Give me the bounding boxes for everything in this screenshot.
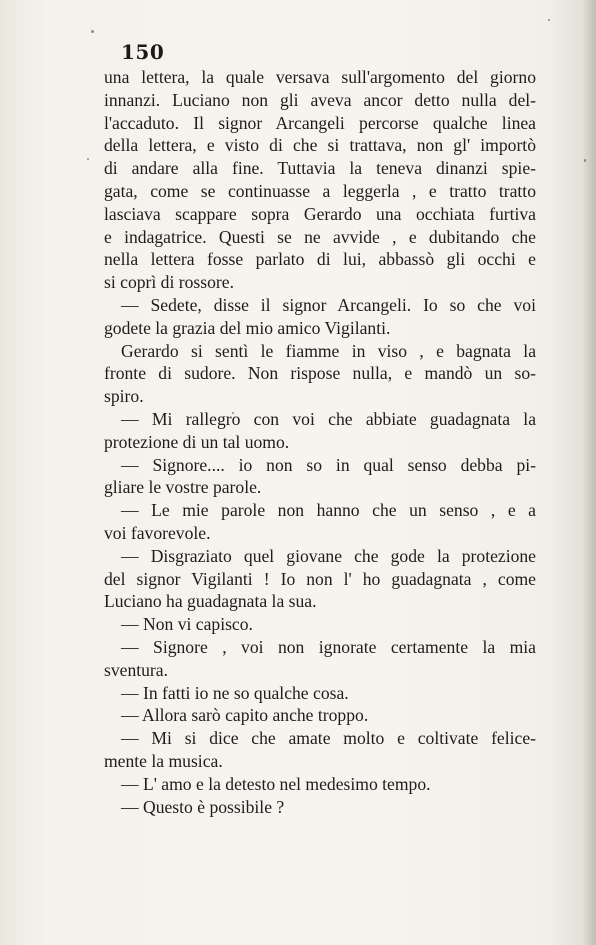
text-line: — L' amo e la detesto nel medesimo tempo. [121, 773, 431, 794]
body-text [104, 66, 536, 818]
page-edge-shadow [582, 0, 596, 945]
text-line: — In fatti io ne so qualche cosa. [121, 682, 349, 703]
text-line: lasciava scappare sopra Gerardo una occhiata furtiva [104, 203, 536, 224]
text-line: una lettera, la quale versava sull'argomento del giorno [104, 67, 536, 87]
text-line: fronte di sudore. Non rispose nulla, e mandò un so- [104, 363, 536, 384]
text-line: Gerardo si sentì le fiamme in viso , e bagnata la [121, 340, 536, 361]
text-line: innanzi. Luciano non gli aveva ancor detto nulla del- [104, 89, 536, 110]
print-speck [548, 19, 550, 21]
print-speck [87, 158, 89, 160]
text-line: nella lettera fosse parlato di lui, abbassò gli occhi e [104, 249, 536, 270]
text-line: — Le mie parole non hanno che un senso , e a [121, 500, 536, 521]
text-line: voi favorevole. [104, 522, 211, 543]
text-line: — Allora sarò capito anche troppo. [121, 705, 369, 726]
text-line: mente la musica. [104, 750, 223, 771]
text-line: — Questo è possibile ? [121, 796, 285, 817]
text-line: — Disgraziato quel giovane che gode la protezione [121, 545, 536, 566]
text-line: — Non vi capisco. [121, 614, 253, 635]
text-line: — Sedete, disse il signor Arcangeli. Io so che voi [121, 294, 536, 315]
text-line: si coprì di rossore. [104, 272, 234, 293]
text-line: sventura. [104, 659, 169, 680]
text-line: gata, come se continuasse a leggerla , e tratto tratto [104, 180, 536, 201]
text-line: — Mi rallegro con voi che abbiate guadagnata la [121, 408, 536, 429]
text-line: — Signore , voi non ignorate certamente la mia [121, 636, 536, 657]
text-line: della lettera, e visto di che si trattava, non gl' importò [104, 135, 536, 156]
text-line: godete la grazia del mio amico Vigilanti. [104, 317, 391, 338]
text-line: di andare alla fine. Tuttavia la teneva dinanzi spie- [104, 158, 536, 179]
text-line: — Mi si dice che amate molto e coltivate felice- [121, 728, 536, 749]
text-line: e indagatrice. Questi se ne avvide , e dubitando che [104, 226, 536, 247]
text-line: Luciano ha guadagnata la sua. [104, 591, 317, 612]
text-line: spiro. [104, 386, 144, 407]
print-speck [584, 159, 586, 162]
print-speck [91, 30, 94, 33]
page-number: 150 [121, 40, 165, 64]
text-line: — Signore.... io non so in qual senso debba pi- [121, 454, 536, 475]
text-line: del signor Vigilanti ! Io non l' ho guadagnata , come [104, 568, 536, 589]
text-line: gliare le vostre parole. [104, 477, 262, 498]
text-line: l'accaduto. Il signor Arcangeli percorse qualche linea [104, 112, 536, 133]
text-line: protezione di un tal uomo. [104, 431, 290, 452]
